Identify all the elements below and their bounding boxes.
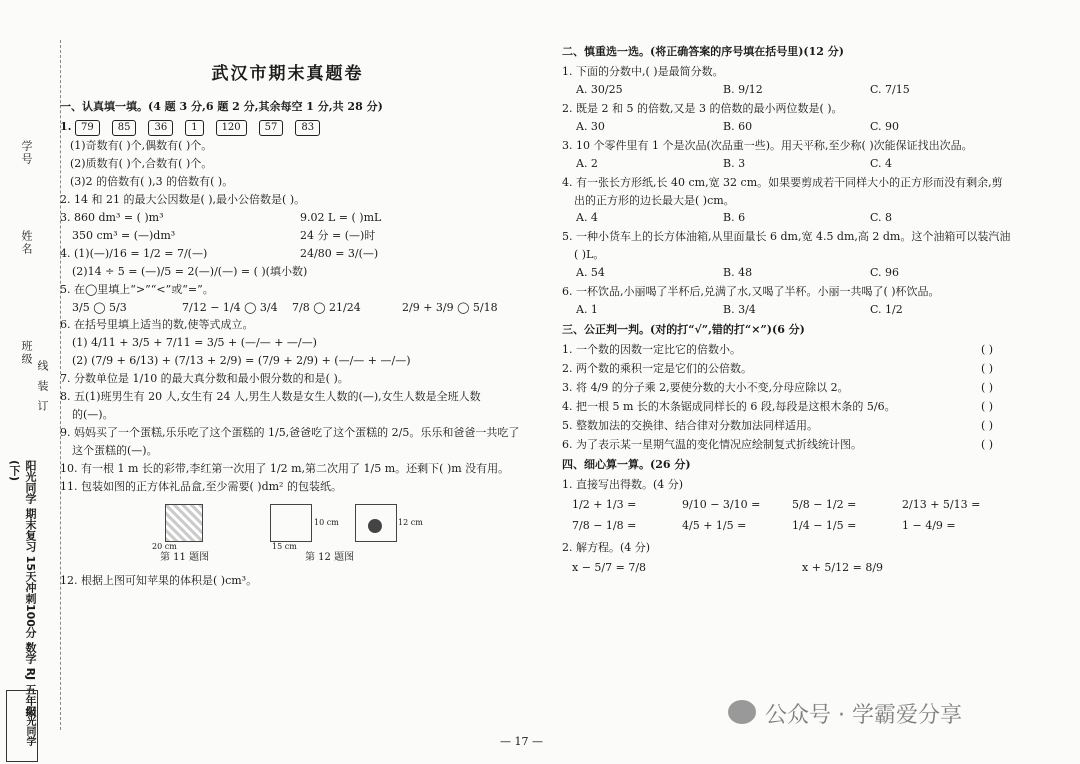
brand-text: 阳光同学 期末复习 15天冲刺100分 数学 RJ 五年级(下) bbox=[8, 460, 37, 717]
option: B. 3/4 bbox=[723, 303, 756, 317]
q8a: 8. 五(1)班男生有 20 人,女生有 24 人,男生人数是女生人数的(—),女生人数是全班人数 bbox=[60, 390, 481, 404]
compare-item: 7/12 − 1/4 ◯ 3/4 bbox=[182, 300, 278, 314]
dim-c: 12 cm bbox=[398, 517, 423, 527]
margin-label-name: 姓名 bbox=[20, 230, 33, 256]
binding-margin bbox=[0, 40, 61, 746]
judge-item bbox=[562, 361, 1017, 377]
option: A. 2 bbox=[576, 156, 598, 170]
option: C. 90 bbox=[870, 119, 900, 133]
c-q6-options bbox=[576, 302, 1017, 318]
judge-text: 3. 将 4/9 的分子乘 2,要使分数的大小不变,分母应除以 2。 bbox=[562, 380, 849, 394]
q12: 12. 根据上图可知苹果的体积是( )cm³。 bbox=[60, 573, 258, 587]
c-q2: 2. 既是 2 和 5 的倍数,又是 3 的倍数的最小两位数是( )。 bbox=[562, 101, 843, 115]
calc-sub1: 1. 直接写出得数。(4 分) bbox=[562, 477, 684, 491]
q9a: 9. 妈妈买了一个蛋糕,乐乐吃了这个蛋糕的 1/5,爸爸吃了这个蛋糕的 2/5。乐乐和爸爸一共吃了 bbox=[60, 426, 520, 440]
calc-item: 7/8 − 1/8 = bbox=[572, 519, 637, 533]
fig11-caption: 第 11 题图 bbox=[160, 551, 210, 563]
judge-item bbox=[562, 342, 1017, 358]
q2: 2. 14 和 21 的最大公因数是( ),最小公倍数是( )。 bbox=[60, 192, 306, 206]
calc-item: 5/8 − 1/2 = bbox=[792, 497, 857, 511]
figures bbox=[60, 499, 515, 569]
q1-line: (1)奇数有( )个,偶数有( )个。 bbox=[70, 139, 213, 153]
option: C. 7/15 bbox=[870, 82, 910, 96]
judge-item bbox=[562, 380, 1017, 396]
apple-icon bbox=[368, 519, 382, 533]
q11: 11. 包装如图的正方体礼品盒,至少需要( )dm² 的包装纸。 bbox=[60, 479, 342, 493]
brand-logo: 阳光同学 bbox=[6, 690, 38, 762]
number-box: 85 bbox=[112, 120, 137, 137]
q5: 5. 在◯里填上“>”“<”或“=”。 bbox=[60, 282, 214, 296]
judge-text: 6. 为了表示某一星期气温的变化情况应绘制复式折线统计图。 bbox=[562, 437, 862, 451]
section-choice-heading: 二、慎重选一选。(将正确答案的序号填在括号里)(12 分) bbox=[562, 45, 844, 58]
watermark: 公众号 · 学霸爱分享 bbox=[765, 703, 962, 728]
option: A. 30 bbox=[576, 119, 605, 133]
c-q5a: 5. 一种小货车上的长方体油箱,从里面量长 6 dm,宽 4.5 dm,高 2 dm。这个油箱可以装汽油 bbox=[562, 230, 1011, 244]
calc-row2 bbox=[572, 518, 1017, 534]
option: B. 48 bbox=[723, 266, 753, 280]
gift-dim: 20 cm bbox=[152, 541, 177, 551]
margin-label-id: 学号 bbox=[20, 140, 33, 166]
option: C. 8 bbox=[870, 211, 893, 225]
answer-paren: ( ) bbox=[980, 418, 994, 432]
compare-item: 2/9 + 3/9 ◯ 5/18 bbox=[402, 300, 498, 314]
q1-line: (3)2 的倍数有( ),3 的倍数有( )。 bbox=[70, 174, 234, 188]
fig12-caption: 第 12 题图 bbox=[305, 551, 355, 563]
option: C. 96 bbox=[870, 266, 900, 280]
section-judge-heading: 三、公正判一判。(对的打“√”,错的打“×”)(6 分) bbox=[562, 323, 805, 337]
left-column bbox=[60, 50, 520, 591]
margin-label-ding: 订 bbox=[36, 400, 49, 413]
compare-item: 7/8 ◯ 21/24 bbox=[292, 300, 361, 314]
answer-paren: ( ) bbox=[980, 437, 994, 451]
gift-box-figure bbox=[165, 504, 203, 542]
q3a: 3. 860 dm³ = ( )m³ bbox=[60, 210, 164, 224]
calc-item: 9/10 − 3/10 = bbox=[682, 497, 761, 511]
q3-row1 bbox=[60, 210, 515, 226]
calc-row1 bbox=[572, 497, 1017, 513]
margin-label-xian: 线 bbox=[36, 360, 49, 373]
option: B. 3 bbox=[723, 156, 746, 170]
judge-text: 4. 把一根 5 m 长的木条锯成同样长的 6 段,每段是这根木条的 5/6。 bbox=[562, 399, 896, 413]
equation-row bbox=[572, 560, 1017, 576]
c-q5-options bbox=[576, 265, 1017, 281]
judge-item bbox=[562, 399, 1017, 415]
option: C. 1/2 bbox=[870, 303, 903, 317]
number-box: 83 bbox=[295, 120, 320, 137]
q1-number-boxes bbox=[60, 119, 515, 137]
q4c: (2)14 ÷ 5 = (—)/5 = 2(—)/(—) = ( )(填小数) bbox=[72, 264, 308, 278]
c-q4a: 4. 有一张长方形纸,长 40 cm,宽 32 cm。如果要剪成若干同样大小的正方形而没有剩余,剪 bbox=[562, 175, 1003, 189]
c-q1-options bbox=[576, 82, 1017, 98]
number-box: 57 bbox=[259, 120, 284, 137]
q7: 7. 分数单位是 1/10 的最大真分数和最小假分数的和是( )。 bbox=[60, 372, 349, 386]
judge-text: 5. 整数加法的交换律、结合律对分数加法同样适用。 bbox=[562, 418, 818, 432]
q4a: 4. (1)(—)/16 = 1/2 = 7/(—) bbox=[60, 246, 208, 260]
c-q3: 3. 10 个零件里有 1 个是次品(次品重一些)。用天平称,至少称( )次能保证找出次品。 bbox=[562, 138, 973, 152]
option: A. 54 bbox=[576, 266, 605, 280]
q3-row2 bbox=[60, 228, 515, 244]
q3d: 24 分 = (—)时 bbox=[300, 228, 376, 242]
q8b: 的(—)。 bbox=[72, 408, 114, 422]
q6b: (2) (7/9 + 6/13) + (7/13 + 2/9) = (7/9 + 2/9) + (—/— + —/—) bbox=[72, 354, 411, 368]
equation: x − 5/7 = 7/8 bbox=[572, 561, 647, 575]
answer-paren: ( ) bbox=[980, 399, 994, 413]
c-q3-options bbox=[576, 156, 1017, 172]
answer-paren: ( ) bbox=[980, 361, 994, 375]
equation: x + 5/12 = 8/9 bbox=[802, 561, 884, 575]
q3b: 9.02 L = ( )mL bbox=[300, 210, 382, 224]
margin-label-zhuang: 装 bbox=[36, 380, 49, 393]
q1-number: 1. bbox=[60, 119, 72, 133]
number-box: 36 bbox=[148, 120, 173, 137]
answer-paren: ( ) bbox=[980, 343, 994, 356]
dim-b: 10 cm bbox=[314, 517, 339, 527]
wechat-icon bbox=[728, 700, 756, 724]
q4b: 24/80 = 3/(—) bbox=[300, 246, 379, 260]
judge-text: 1. 一个数的因数一定比它的倍数小。 bbox=[562, 343, 741, 356]
c-q6: 6. 一杯饮品,小丽喝了半杯后,兑满了水,又喝了半杯。小丽一共喝了( )杯饮品。 bbox=[562, 285, 940, 299]
q10: 10. 有一根 1 m 长的彩带,李红第一次用了 1/2 m,第二次用了 1/5 m。还剩下( )m 没有用。 bbox=[60, 461, 510, 475]
calc-item: 1/2 + 1/3 = bbox=[572, 497, 637, 511]
c-q2-options bbox=[576, 119, 1017, 135]
option: A. 4 bbox=[576, 211, 598, 225]
q3c: 350 cm³ = (—)dm³ bbox=[72, 228, 176, 242]
c-q1: 1. 下面的分数中,( )是最简分数。 bbox=[562, 64, 724, 78]
page-title: 武汉市期末真题卷 bbox=[211, 64, 364, 84]
margin-label-class: 班级 bbox=[20, 340, 33, 366]
q9b: 这个蛋糕的(—)。 bbox=[72, 444, 158, 458]
right-column bbox=[562, 40, 1017, 582]
calc-item: 4/5 + 1/5 = bbox=[682, 519, 747, 533]
calc-item: 2/13 + 5/13 = bbox=[902, 497, 981, 511]
q1-line: (2)质数有( )个,合数有( )个。 bbox=[70, 157, 213, 171]
compare-item: 3/5 ◯ 5/3 bbox=[72, 300, 127, 314]
q5-items bbox=[60, 300, 515, 316]
c-q5b: ( )L。 bbox=[574, 248, 605, 262]
option: B. 60 bbox=[723, 119, 753, 133]
number-box: 1 bbox=[185, 120, 203, 137]
judge-item bbox=[562, 437, 1017, 453]
q6: 6. 在括号里填上适当的数,使等式成立。 bbox=[60, 318, 254, 332]
option: A. 30/25 bbox=[576, 82, 623, 96]
section-fill-heading: 一、认真填一填。(4 题 3 分,6 题 2 分,其余每空 1 分,共 28 分) bbox=[60, 99, 383, 113]
option: A. 1 bbox=[576, 303, 598, 317]
c-q4b: 出的正方形的边长最大是( )cm。 bbox=[574, 193, 735, 207]
option: C. 4 bbox=[870, 156, 893, 170]
page-number: — 17 — bbox=[500, 735, 543, 748]
judge-text: 2. 两个数的乘积一定是它们的公倍数。 bbox=[562, 361, 752, 375]
c-q4-options bbox=[576, 210, 1017, 226]
option: B. 9/12 bbox=[723, 82, 763, 96]
number-box: 79 bbox=[75, 120, 100, 137]
judge-item bbox=[562, 418, 1017, 434]
calc-item: 1/4 − 1/5 = bbox=[792, 519, 857, 533]
dim-a: 15 cm bbox=[272, 541, 297, 551]
q4-row1 bbox=[60, 246, 515, 262]
answer-paren: ( ) bbox=[980, 380, 994, 394]
option: B. 6 bbox=[723, 211, 746, 225]
calc-sub2: 2. 解方程。(4 分) bbox=[562, 541, 651, 555]
container-figure bbox=[270, 504, 312, 542]
number-box: 120 bbox=[216, 120, 247, 137]
calc-item: 1 − 4/9 = bbox=[902, 519, 956, 533]
q6a: (1) 4/11 + 3/5 + 7/11 = 3/5 + (—/— + —/—) bbox=[72, 336, 317, 350]
section-calc-heading: 四、细心算一算。(26 分) bbox=[562, 457, 691, 471]
